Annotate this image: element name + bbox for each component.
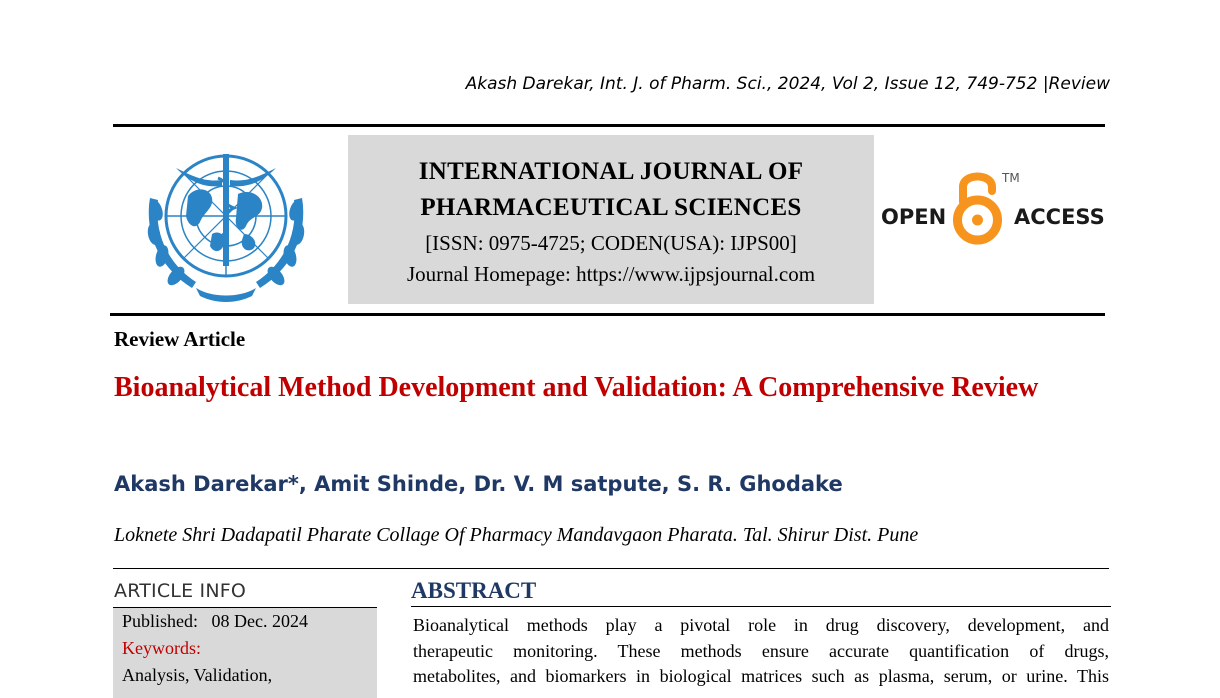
section-divider: [113, 568, 1109, 569]
article-title: Bioanalytical Method Development and Validation: A Comprehensive Review: [114, 372, 1039, 403]
journal-title-line1: INTERNATIONAL JOURNAL OF: [418, 158, 804, 185]
journal-homepage: Journal Homepage: https://www.ijpsjournal.com: [406, 262, 816, 286]
keywords-list: Analysis, Validation,: [122, 665, 273, 685]
trademark-text: TM: [1002, 171, 1020, 185]
abstract-rule: [411, 606, 1111, 607]
article-info-box: [113, 608, 377, 698]
journal-title: [348, 154, 874, 226]
header-top-rule: [113, 124, 1105, 127]
open-access-left-text: OPEN: [881, 205, 947, 229]
journal-masthead-box: [348, 135, 874, 304]
journal-emblem-logo: [126, 138, 326, 306]
affiliation: Loknete Shri Dadapatil Pharate Collage Of Pharmacy Mandavgaon Pharata. Tal. Shirur Dist. Pune: [114, 524, 919, 546]
journal-issn: [ISSN: 0975-4725; CODEN(USA): IJPS00]: [425, 231, 797, 255]
author-list: Akash Darekar*, Amit Shinde, Dr. V. M satpute, S. R. Ghodake: [114, 472, 843, 496]
abstract-text: [413, 613, 1109, 690]
open-lock-icon: [958, 177, 998, 241]
abstract-line: Bioanalytical methods play a pivotal role in drug discovery, development, and: [413, 615, 1109, 635]
header-bottom-rule: [110, 313, 1105, 316]
abstract-heading: ABSTRACT: [411, 578, 537, 603]
citation-header: Akash Darekar, Int. J. of Pharm. Sci., 2024, Vol 2, Issue 12, 749-752 |Review: [465, 74, 1110, 94]
abstract-line: therapeutic monitoring. These methods ensure accurate quantification of drugs,: [413, 640, 1109, 661]
article-info-heading: ARTICLE INFO: [114, 580, 247, 602]
open-access-logo: [880, 165, 1110, 255]
open-access-right-text: ACCESS: [1014, 205, 1105, 229]
published-date: Published: 08 Dec. 2024: [122, 611, 308, 631]
article-type: Review Article: [114, 327, 246, 351]
journal-title-line2: PHARMACEUTICAL SCIENCES: [420, 194, 802, 221]
keywords-label: Keywords:: [122, 638, 201, 658]
abstract-line: metabolites, and biomarkers in biological matrices such as plasma, serum, or urine. This: [413, 666, 1109, 686]
